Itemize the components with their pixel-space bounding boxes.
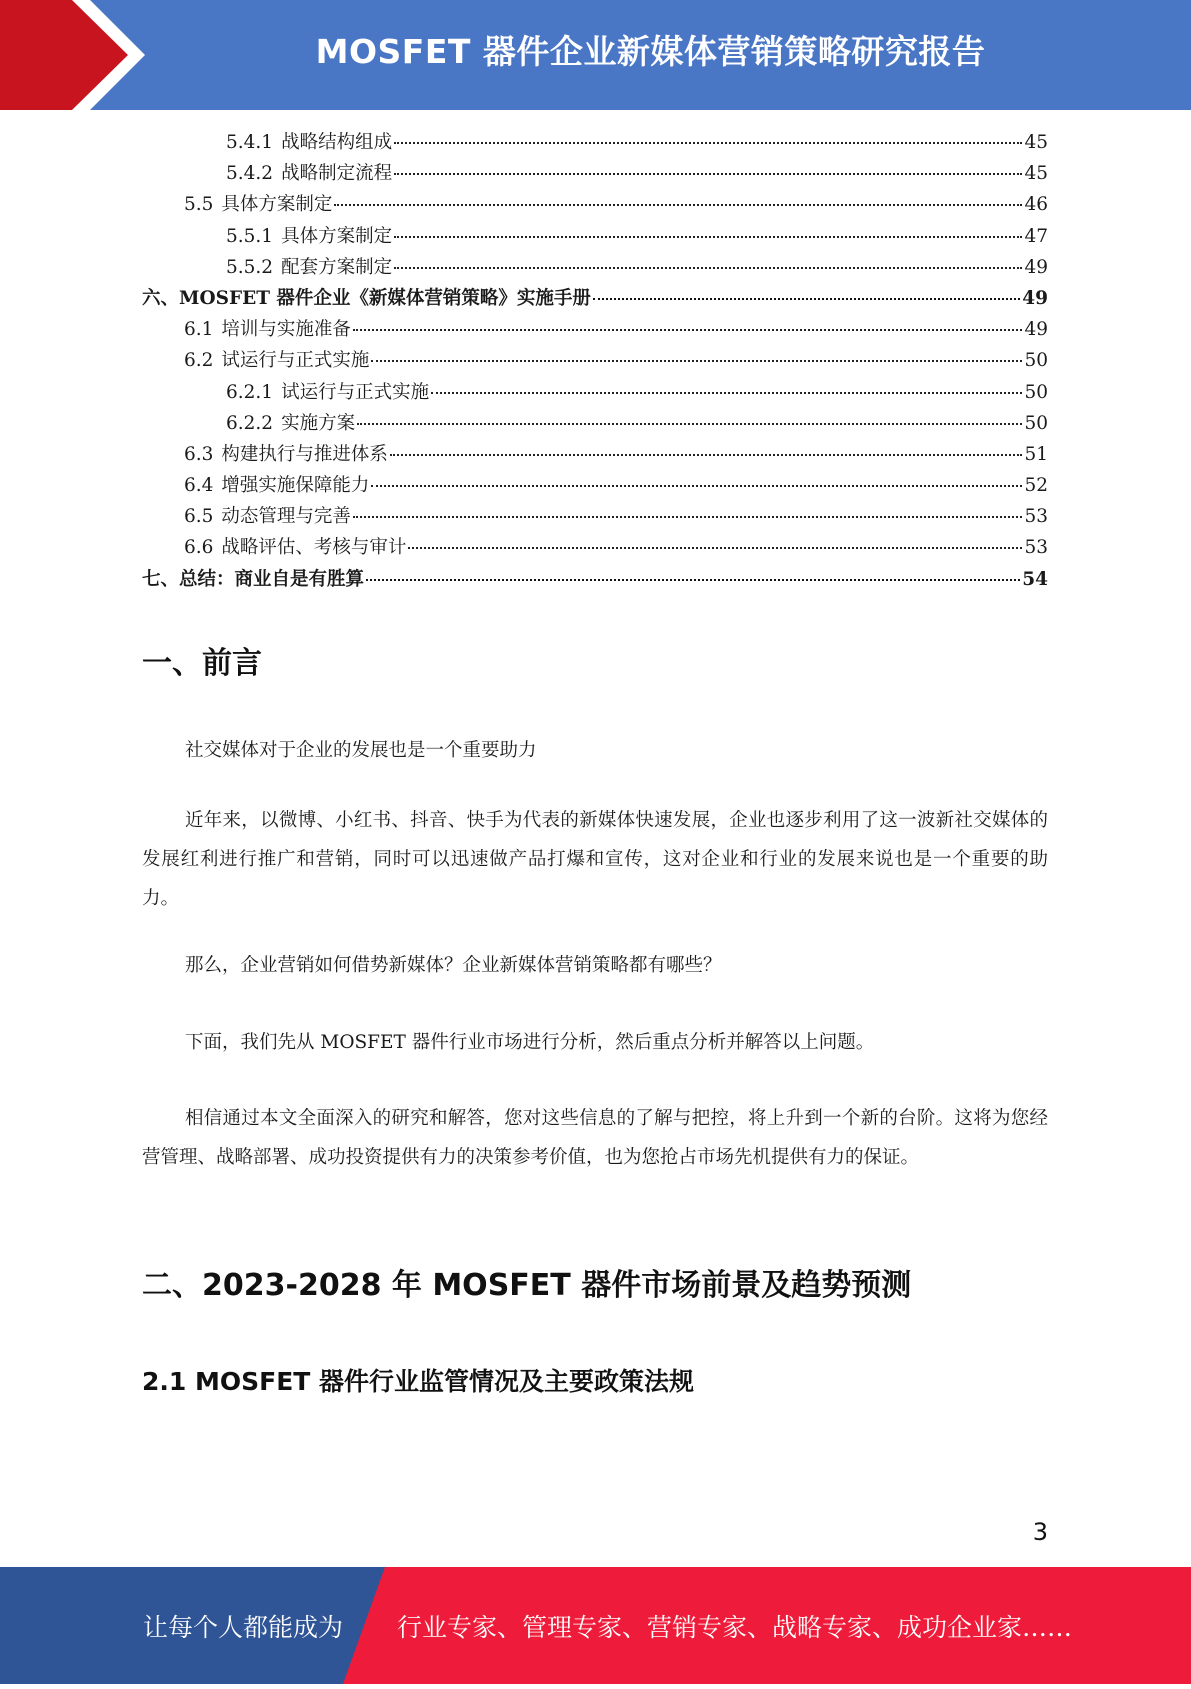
- toc-entry-number: 5.5: [184, 194, 214, 216]
- toc-dot-leader: [431, 391, 1022, 394]
- page-header: [0, 0, 1191, 110]
- preface-paragraph: 那么，企业营销如何借势新媒体？企业新媒体营销策略都有哪些？: [185, 955, 722, 976]
- toc-entry[interactable]: [142, 565, 1048, 596]
- toc-entry[interactable]: [142, 190, 1048, 221]
- toc-dot-leader: [593, 297, 1020, 300]
- table-of-contents: [142, 128, 1048, 596]
- toc-entry[interactable]: [142, 378, 1048, 409]
- toc-entry-number: 6.2: [184, 350, 214, 372]
- toc-entry[interactable]: [142, 222, 1048, 253]
- toc-entry[interactable]: [142, 159, 1048, 190]
- toc-entry-number: 6.1: [184, 319, 214, 341]
- toc-entry-number: 5.5.2: [226, 256, 274, 278]
- preface-paragraph: 社交媒体对于企业的发展也是一个重要助力: [185, 740, 537, 761]
- toc-dot-leader: [390, 453, 1023, 456]
- toc-entry-number: 5.4.2: [226, 163, 274, 185]
- toc-entry[interactable]: [142, 409, 1048, 440]
- toc-entry[interactable]: [142, 471, 1048, 502]
- toc-entry-page: 53: [1024, 506, 1048, 528]
- toc-entry-page: 54: [1022, 568, 1048, 590]
- toc-dot-leader: [334, 203, 1022, 206]
- toc-dot-leader: [394, 141, 1022, 144]
- footer-slogan-right: 行业专家、管理专家、营销专家、战略专家、成功企业家……: [397, 1613, 1073, 1642]
- toc-entry-title: 具体方案制定: [281, 225, 393, 247]
- toc-entry-title: 战略评估、考核与审计: [221, 537, 407, 559]
- toc-dot-leader: [394, 172, 1022, 175]
- toc-entry-page: 49: [1024, 256, 1048, 278]
- toc-entry[interactable]: [142, 284, 1048, 315]
- toc-entry-page: 50: [1024, 381, 1048, 403]
- toc-dot-leader: [366, 578, 1020, 581]
- toc-dot-leader: [371, 484, 1022, 487]
- toc-dot-leader: [408, 546, 1022, 549]
- toc-entry-title: 七、总结：商业自是有胜算: [142, 568, 365, 590]
- toc-entry[interactable]: [142, 502, 1048, 533]
- footer-slogan-left: 让每个人都能成为: [143, 1613, 344, 1642]
- toc-entry-page: 50: [1024, 350, 1048, 372]
- toc-entry-number: 6.5: [184, 506, 214, 528]
- toc-entry-title: 战略结构组成: [281, 132, 393, 153]
- toc-entry[interactable]: [142, 440, 1048, 471]
- toc-entry-title: 实施方案: [281, 412, 356, 434]
- toc-entry-number: 6.4: [184, 475, 214, 497]
- toc-entry-title: 动态管理与完善: [221, 506, 351, 528]
- header-arrow-decoration: [0, 0, 160, 110]
- toc-entry-title: 培训与实施准备: [221, 319, 351, 341]
- toc-dot-leader: [357, 422, 1022, 425]
- toc-entry-title: 试运行与正式实施: [281, 381, 430, 403]
- toc-entry[interactable]: [142, 315, 1048, 346]
- toc-dot-leader: [371, 359, 1022, 362]
- toc-entry-number: 5.5.1: [226, 225, 274, 247]
- toc-entry-page: 53: [1024, 537, 1048, 559]
- preface-paragraph: 下面，我们先从 MOSFET 器件行业市场进行分析，然后重点分析并解答以上问题。: [185, 1032, 875, 1053]
- section-heading: 2.1 MOSFET 器件行业监管情况及主要政策法规: [142, 1367, 695, 1396]
- toc-entry-number: 5.4.1: [226, 132, 274, 153]
- toc-entry-number: 6.2.1: [226, 381, 274, 403]
- toc-dot-leader: [394, 235, 1022, 238]
- report-title: MOSFET 器件企业新媒体营销策略研究报告: [315, 32, 986, 71]
- toc-entry-page: 49: [1024, 319, 1048, 341]
- page-number: 3: [1032, 1518, 1048, 1546]
- toc-entry-page: 46: [1024, 194, 1048, 216]
- preface-paragraph: 近年来，以微博、小红书、抖音、快手为代表的新媒体快速发展，企业也逐步利用了这一波新社交媒体的发展红利进行推广和营销，同时可以迅速做产品打爆和宣传，这对企业和行业的发展来说也是一个重要的助力。: [142, 810, 1048, 909]
- preface-heading: 一、前言: [142, 646, 262, 681]
- toc-dot-leader: [353, 328, 1023, 331]
- toc-entry-title: 战略制定流程: [281, 163, 393, 185]
- toc-entry[interactable]: [142, 346, 1048, 377]
- toc-entry-page: 52: [1024, 475, 1048, 497]
- toc-entry-page: 51: [1024, 443, 1048, 465]
- toc-entry-page: 49: [1022, 287, 1048, 309]
- toc-entry-page: 50: [1024, 412, 1048, 434]
- page-footer: [0, 1567, 1191, 1684]
- toc-entry-title: 构建执行与推进体系: [221, 443, 388, 465]
- toc-entry-title: 具体方案制定: [221, 194, 333, 216]
- toc-entry[interactable]: [142, 128, 1048, 159]
- toc-dot-leader: [394, 266, 1022, 269]
- toc-entry-title: 配套方案制定: [281, 256, 393, 278]
- toc-entry[interactable]: [142, 253, 1048, 284]
- toc-entry-page: 45: [1024, 132, 1048, 153]
- toc-dot-leader: [353, 515, 1023, 518]
- toc-entry-page: 47: [1024, 225, 1048, 247]
- toc-entry[interactable]: [142, 533, 1048, 564]
- toc-entry-number: 6.6: [184, 537, 214, 559]
- toc-entry-title: 增强实施保障能力: [221, 475, 370, 497]
- toc-entry-number: 6.3: [184, 443, 214, 465]
- toc-entry-number: 6.2.2: [226, 412, 274, 434]
- toc-entry-title: 六、MOSFET 器件企业《新媒体营销策略》实施手册: [142, 287, 591, 309]
- toc-entry-title: 试运行与正式实施: [221, 350, 370, 372]
- chapter-heading: 二、2023-2028 年 MOSFET 器件市场前景及趋势预测: [142, 1268, 912, 1303]
- toc-entry-page: 45: [1024, 163, 1048, 185]
- preface-paragraph: 相信通过本文全面深入的研究和解答，您对这些信息的了解与把控，将上升到一个新的台阶。这将为您经营管理、战略部署、成功投资提供有力的决策参考价值，也为您抢占市场先机提供有力的保证。: [142, 1108, 1048, 1168]
